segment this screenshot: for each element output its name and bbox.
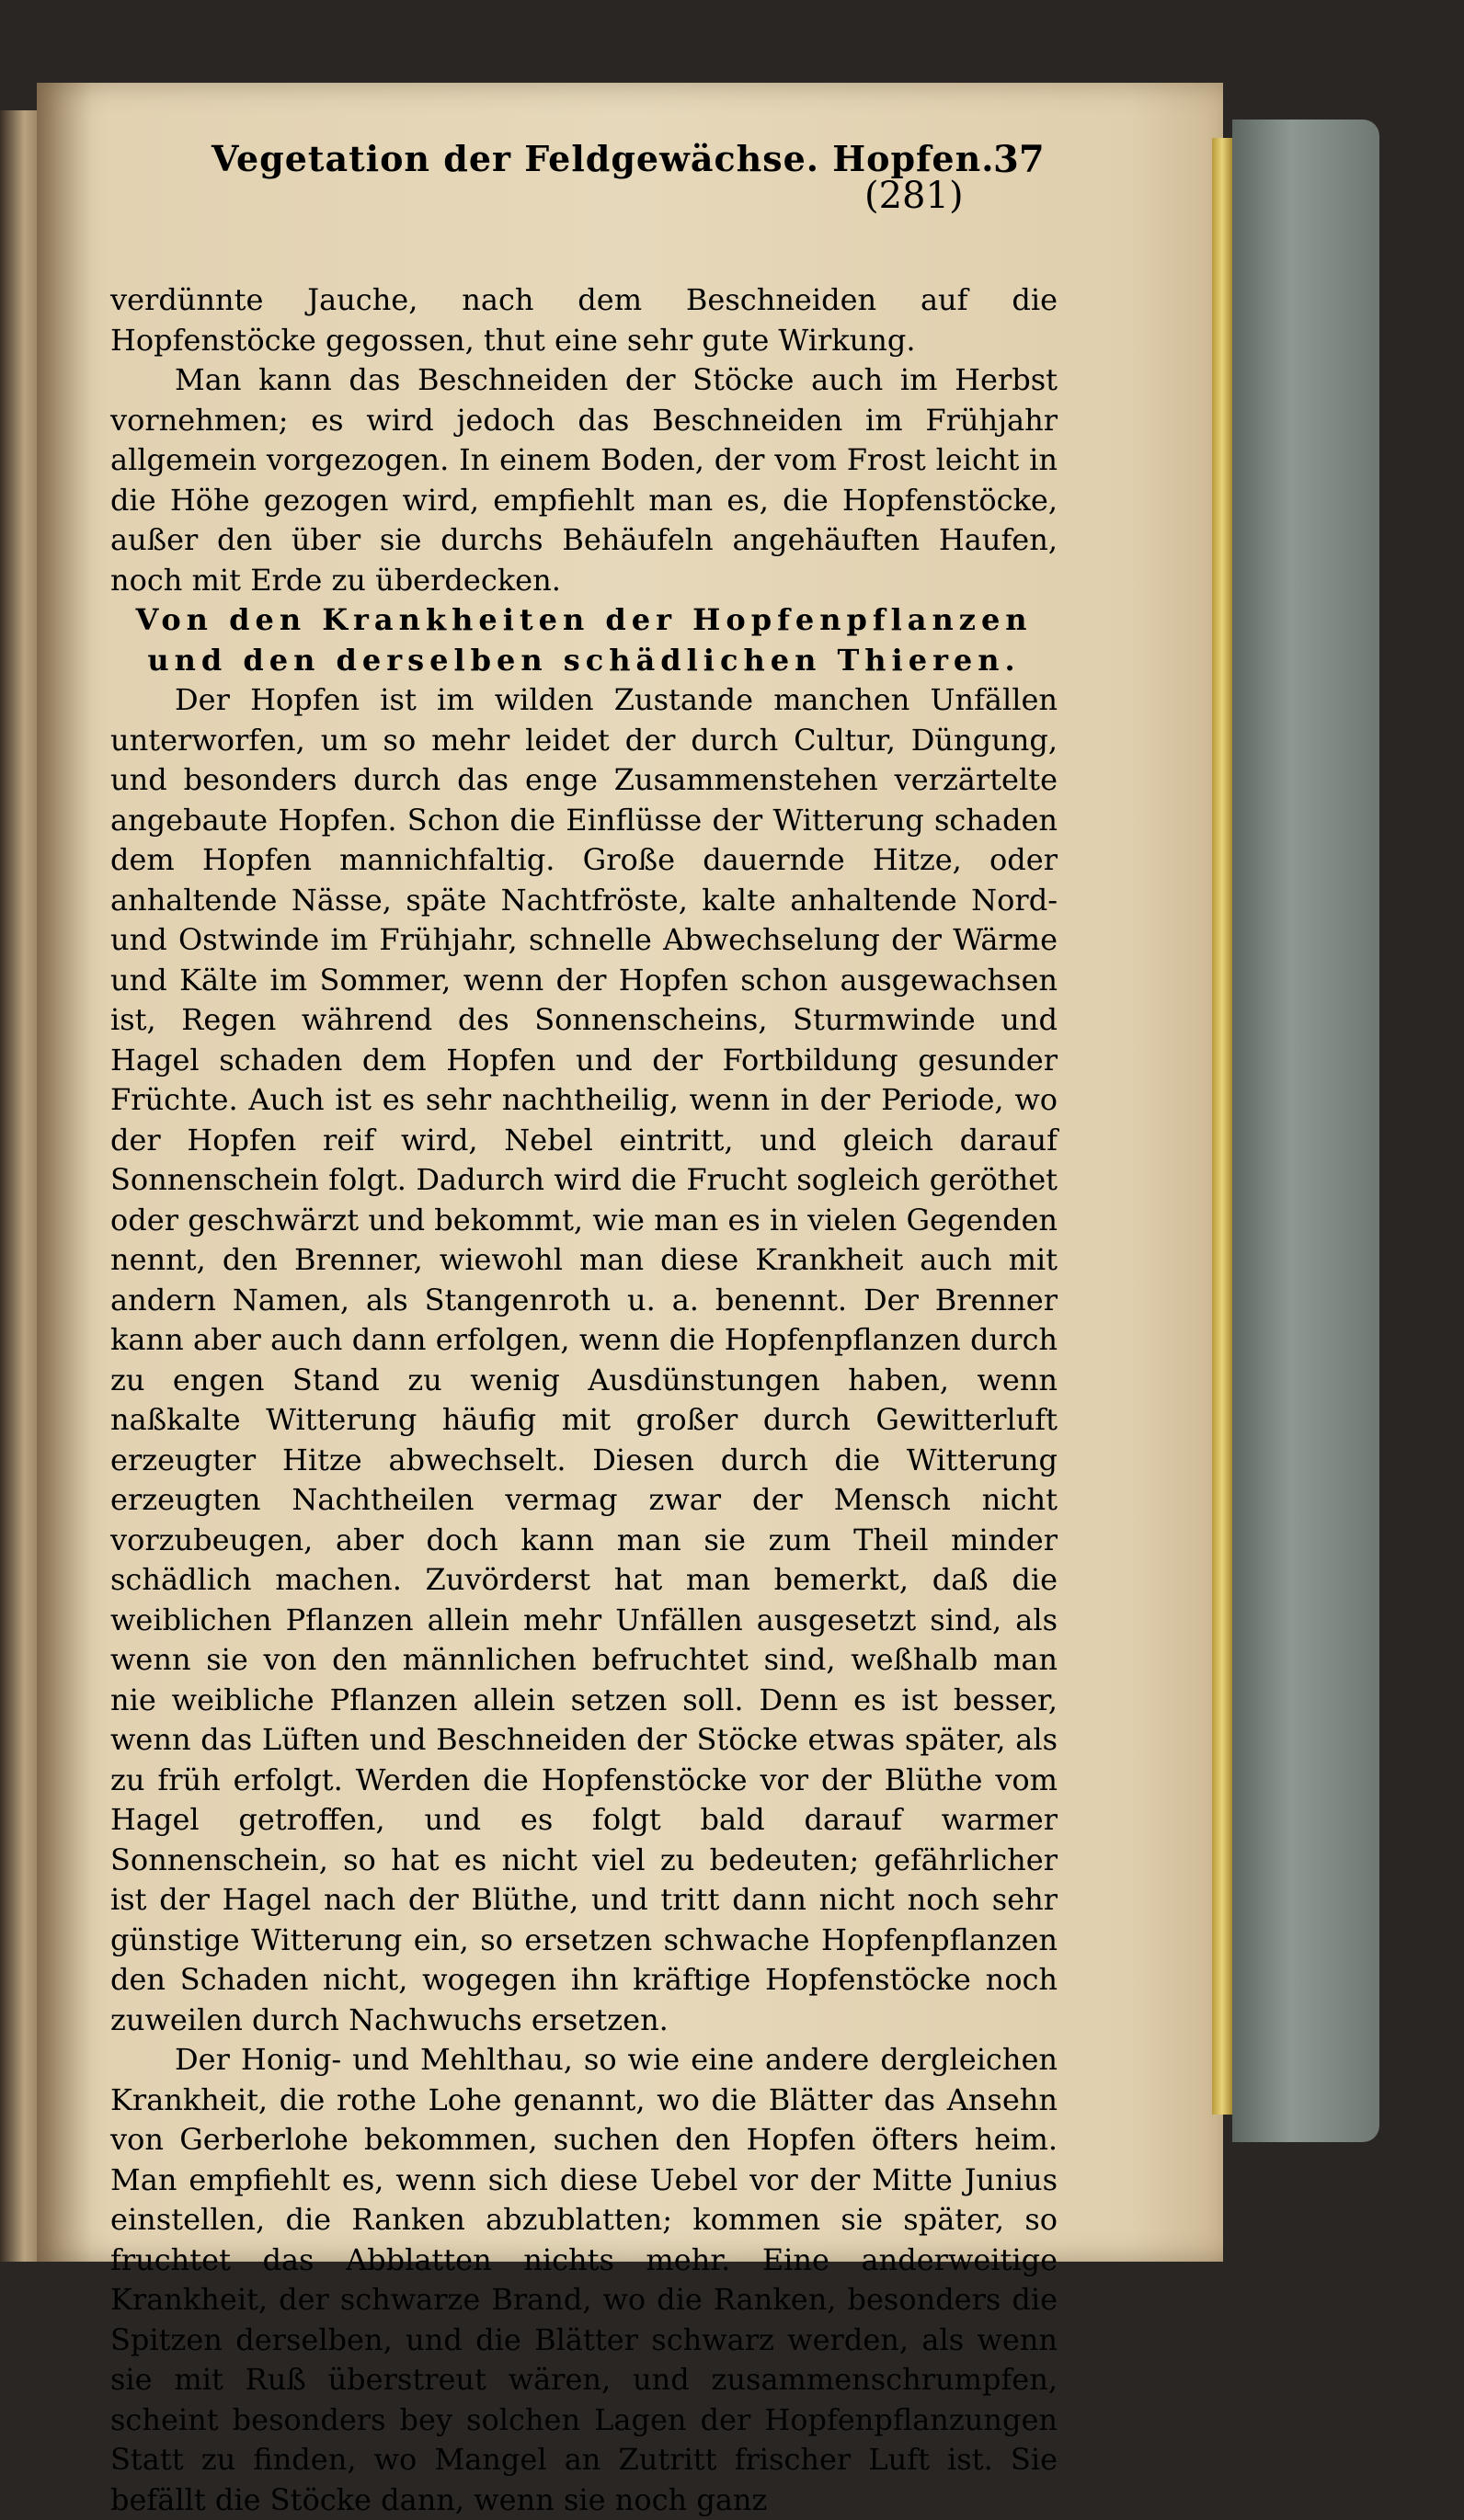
- page-gilt-edge: [1212, 138, 1232, 2115]
- running-title: Vegetation der Feldgewächse. Hopfen.: [212, 138, 995, 179]
- paragraph: Der Honig- und Mehlthau, so wie eine andere dergleichen Krankheit, die rothe Lohe genannt, wo die Blätter das Ansehn von Gerberlohe bekommen, suchen den Hopfen öfters heim. Man empfiehlt es, wenn sich diese Uebel vor der Mitte Junius einstellen, die Ranken abzublatten; kommen sie später, so fruchtet das Abblatten nichts mehr. Eine anderweitige Krankheit, der schwarze Brand, wo die Ranken, besonders die Spitzen derselben, und die Blätter schwarz werden, als wenn sie mit Ruß überstreut wären, und zusammenschrumpfen, scheint besonders bey solchen Lagen der Hopfenpflanzungen Statt zu finden, wo Mangel an Zutritt frischer Luft ist. Sie befällt die Stöcke dann, wenn sie noch ganz: [110, 2042, 1058, 2517]
- page-number: 37: [993, 138, 1045, 181]
- body-text: [110, 280, 1058, 2520]
- page-gutter-shadow: [37, 83, 92, 2262]
- book-cover: [1232, 120, 1379, 2142]
- paragraph-number: (281): [864, 175, 964, 217]
- section-heading: Von den Krankheiten der Hopfenpflanzen und den derselben schädlichen Thieren.: [135, 602, 1033, 678]
- paragraph: Man kann das Beschneiden der Stöcke auch im Herbst vornehmen; es wird jedoch das Beschneiden im Frühjahr allgemein vorgezogen. In einem Boden, der vom Frost leicht in die Höhe gezogen wird, empfiehlt man es, die Hopfenstöcke, außer den über sie durchs Behäufeln angehäuften Haufen, noch mit Erde zu überdecken.: [110, 362, 1058, 598]
- paragraph-continuation: verdünnte Jauche, nach dem Beschneiden auf die Hopfenstöcke gegossen, thut eine sehr gute Wirkung.: [110, 282, 1058, 358]
- paragraph: Der Hopfen ist im wilden Zustande manchen Unfällen unterworfen, um so mehr leidet der durch Cultur, Düngung, und besonders durch das enge Zusammenstehen verzärtelte angebaute Hopfen. Schon die Einflüsse der Witterung schaden dem Hopfen mannichfaltig. Große dauernde Hitze, oder anhaltende Nässe, späte Nachtfröste, kalte anhaltende Nord- und Ostwinde im Frühjahr, schnelle Abwechselung der Wärme und Kälte im Sommer, wenn der Hopfen schon ausgewachsen ist, Regen während des Sonnenscheins, Sturmwinde und Hagel schaden dem Hopfen und der Fortbildung gesunder Früchte. Auch ist es sehr nachtheilig, wenn in der Periode, wo der Hopfen reif wird, Nebel eintritt, und gleich darauf Sonnenschein folgt. Dadurch wird die Frucht sogleich geröthet oder geschwärzt und bekommt, wie man es in vielen Gegenden nennt, den Brenner, wiewohl man diese Krankheit auch mit andern Namen, als Stangenroth u. a. benennt. Der Brenner kann aber auch dann erfolgen, wenn die Hopfenpflanzen durch zu engen Stand zu wenig Ausdünstungen haben, wenn naßkalte Witterung häufig mit großer durch Gewitterluft erzeugter Hitze abwechselt. Diesen durch die Witterung erzeugten Nachtheilen vermag zwar der Mensch nicht vorzubeugen, aber doch kann man sie zum Theil minder schädlich machen. Zuvörderst hat man bemerkt, daß die weiblichen Pflanzen allein mehr Unfällen ausgesetzt sind, als wenn sie von den männlichen befruchtet sind, weßhalb man nie weibliche Pflanzen allein setzen soll. Denn es ist besser, wenn das Lüften und Beschneiden der Stöcke etwas später, als zu früh erfolgt. Werden die Hopfenstöcke vor der Blüthe vom Hagel getroffen, und es folgt bald darauf warmer Sonnenschein, so hat es nicht viel zu bedeuten; gefährlicher ist der Hagel nach der Blüthe, und tritt dann nicht noch sehr günstige Witterung ein, so ersetzen schwache Hopfenpflanzen den Schaden nicht, wogegen ihn kräftige Hopfenstöcke noch zuweilen durch Nachwuchs ersetzen.: [110, 682, 1058, 2037]
